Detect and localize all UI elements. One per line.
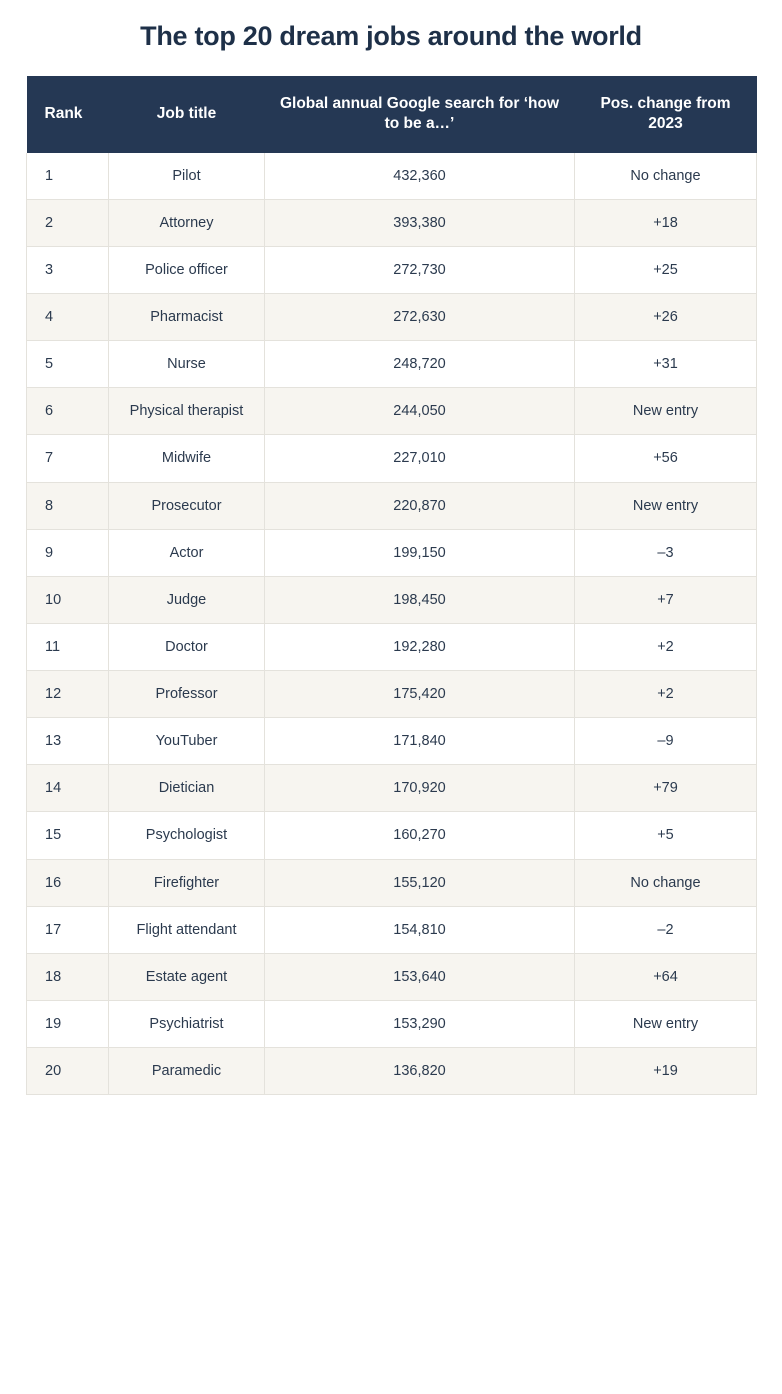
cell-position-change: –9 <box>575 718 757 765</box>
cell-job-title: Doctor <box>109 623 265 670</box>
cell-rank: 12 <box>27 671 109 718</box>
cell-position-change: New entry <box>575 482 757 529</box>
cell-position-change: +2 <box>575 623 757 670</box>
cell-searches: 155,120 <box>265 859 575 906</box>
cell-position-change: New entry <box>575 388 757 435</box>
cell-rank: 1 <box>27 153 109 200</box>
cell-rank: 7 <box>27 435 109 482</box>
cell-position-change: New entry <box>575 1000 757 1047</box>
cell-rank: 17 <box>27 906 109 953</box>
cell-searches: 199,150 <box>265 529 575 576</box>
cell-searches: 198,450 <box>265 576 575 623</box>
cell-rank: 10 <box>27 576 109 623</box>
cell-position-change: +25 <box>575 246 757 293</box>
cell-searches: 227,010 <box>265 435 575 482</box>
cell-searches: 248,720 <box>265 341 575 388</box>
cell-position-change: –3 <box>575 529 757 576</box>
cell-position-change: +2 <box>575 671 757 718</box>
cell-job-title: Attorney <box>109 199 265 246</box>
dream-jobs-table <box>26 76 757 1095</box>
cell-job-title: Police officer <box>109 246 265 293</box>
cell-rank: 16 <box>27 859 109 906</box>
cell-searches: 272,630 <box>265 294 575 341</box>
cell-position-change: +79 <box>575 765 757 812</box>
column-header-global-searches: Global annual Google search for ‘how to be a…’ <box>265 76 575 153</box>
column-header-rank: Rank <box>27 76 109 153</box>
cell-position-change: No change <box>575 859 757 906</box>
cell-rank: 20 <box>27 1048 109 1095</box>
cell-job-title: Firefighter <box>109 859 265 906</box>
cell-position-change: +19 <box>575 1048 757 1095</box>
cell-rank: 13 <box>27 718 109 765</box>
cell-rank: 2 <box>27 199 109 246</box>
cell-job-title: Midwife <box>109 435 265 482</box>
table-row <box>27 671 757 718</box>
column-header-position-change: Pos. change from 2023 <box>575 76 757 153</box>
cell-searches: 393,380 <box>265 199 575 246</box>
cell-job-title: Dietician <box>109 765 265 812</box>
cell-searches: 244,050 <box>265 388 575 435</box>
cell-rank: 11 <box>27 623 109 670</box>
cell-searches: 192,280 <box>265 623 575 670</box>
cell-rank: 5 <box>27 341 109 388</box>
table-row <box>27 718 757 765</box>
cell-position-change: –2 <box>575 906 757 953</box>
table-row <box>27 294 757 341</box>
cell-job-title: Nurse <box>109 341 265 388</box>
cell-position-change: No change <box>575 153 757 200</box>
cell-position-change: +26 <box>575 294 757 341</box>
cell-job-title: Estate agent <box>109 953 265 1000</box>
cell-searches: 136,820 <box>265 1048 575 1095</box>
table-row <box>27 906 757 953</box>
cell-searches: 153,290 <box>265 1000 575 1047</box>
table-row <box>27 388 757 435</box>
cell-searches: 272,730 <box>265 246 575 293</box>
cell-searches: 153,640 <box>265 953 575 1000</box>
table-row <box>27 953 757 1000</box>
cell-searches: 160,270 <box>265 812 575 859</box>
table-row <box>27 576 757 623</box>
cell-searches: 154,810 <box>265 906 575 953</box>
cell-searches: 170,920 <box>265 765 575 812</box>
table-row <box>27 1000 757 1047</box>
table-row <box>27 1048 757 1095</box>
table-row <box>27 246 757 293</box>
cell-rank: 3 <box>27 246 109 293</box>
cell-job-title: Professor <box>109 671 265 718</box>
cell-position-change: +56 <box>575 435 757 482</box>
cell-searches: 220,870 <box>265 482 575 529</box>
table-row <box>27 859 757 906</box>
cell-job-title: Physical therapist <box>109 388 265 435</box>
table-row <box>27 435 757 482</box>
table-header-row <box>27 76 757 153</box>
cell-rank: 19 <box>27 1000 109 1047</box>
table-row <box>27 199 757 246</box>
table-row <box>27 623 757 670</box>
table-row <box>27 482 757 529</box>
table-header <box>27 76 757 153</box>
table-row <box>27 153 757 200</box>
cell-position-change: +64 <box>575 953 757 1000</box>
page-title: The top 20 dream jobs around the world <box>140 21 642 51</box>
cell-position-change: +7 <box>575 576 757 623</box>
cell-rank: 9 <box>27 529 109 576</box>
table-row <box>27 529 757 576</box>
cell-rank: 8 <box>27 482 109 529</box>
cell-searches: 432,360 <box>265 153 575 200</box>
cell-position-change: +18 <box>575 199 757 246</box>
cell-rank: 6 <box>27 388 109 435</box>
column-header-job-title: Job title <box>109 76 265 153</box>
cell-position-change: +31 <box>575 341 757 388</box>
cell-position-change: +5 <box>575 812 757 859</box>
cell-searches: 175,420 <box>265 671 575 718</box>
cell-job-title: Prosecutor <box>109 482 265 529</box>
cell-job-title: Pilot <box>109 153 265 200</box>
table-row <box>27 812 757 859</box>
cell-job-title: Actor <box>109 529 265 576</box>
cell-rank: 15 <box>27 812 109 859</box>
cell-job-title: Psychologist <box>109 812 265 859</box>
cell-job-title: Paramedic <box>109 1048 265 1095</box>
cell-searches: 171,840 <box>265 718 575 765</box>
cell-rank: 14 <box>27 765 109 812</box>
cell-rank: 18 <box>27 953 109 1000</box>
table-body <box>27 153 757 1095</box>
cell-job-title: Pharmacist <box>109 294 265 341</box>
cell-rank: 4 <box>27 294 109 341</box>
table-row <box>27 765 757 812</box>
cell-job-title: YouTuber <box>109 718 265 765</box>
cell-job-title: Psychiatrist <box>109 1000 265 1047</box>
cell-job-title: Flight attendant <box>109 906 265 953</box>
cell-job-title: Judge <box>109 576 265 623</box>
table-row <box>27 341 757 388</box>
